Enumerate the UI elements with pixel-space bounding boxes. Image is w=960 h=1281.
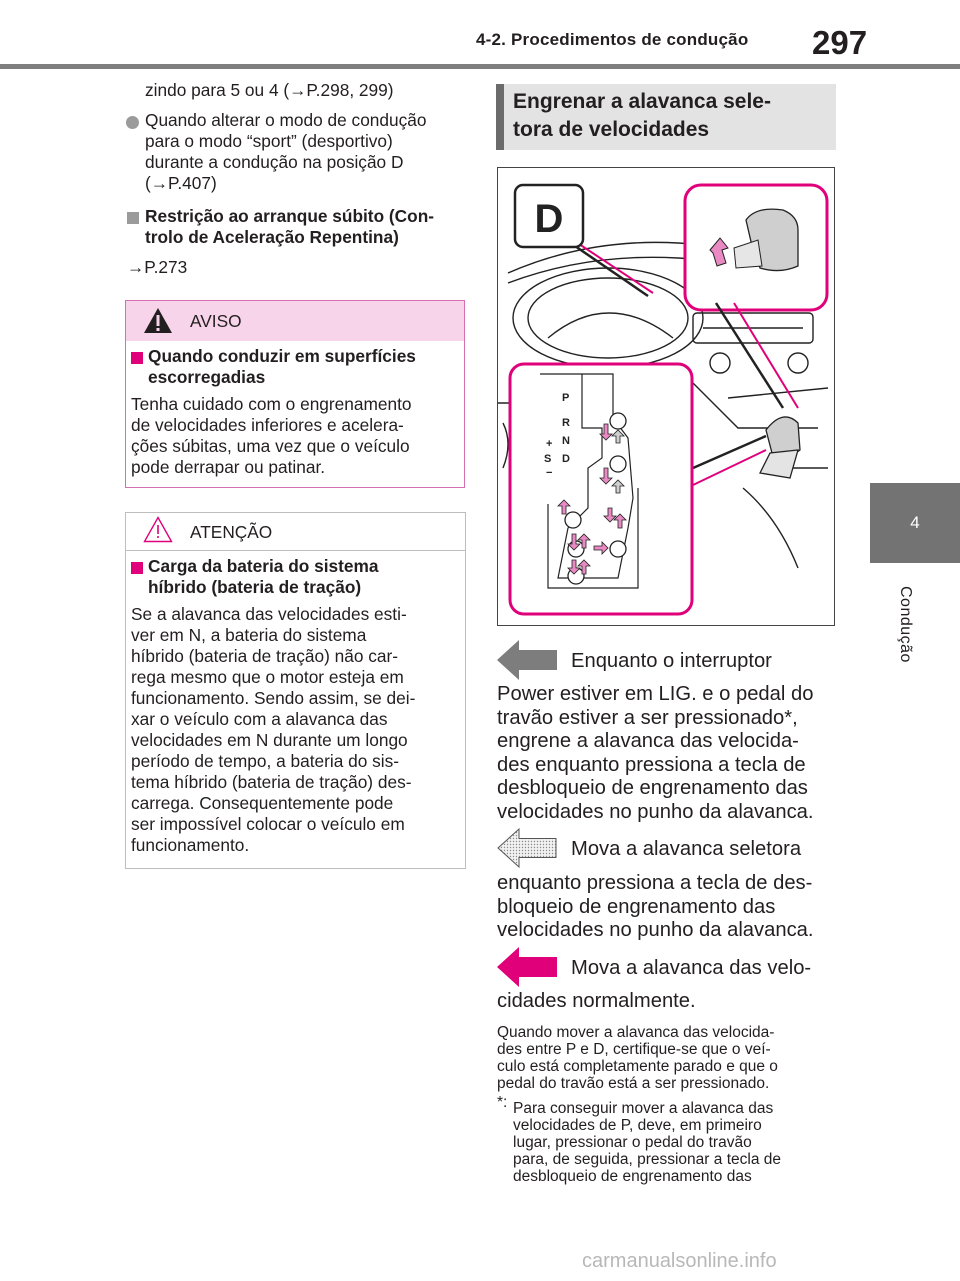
- svg-text:+: +: [546, 438, 553, 450]
- watermark: carmanualsonline.info: [582, 1250, 777, 1272]
- text-line: velocidades de P, deve, em primeiro: [513, 1117, 762, 1134]
- step-3-first-line: Mova a alavanca das velo-: [571, 957, 812, 979]
- text-line: lugar, pressionar o pedal do travão: [513, 1134, 752, 1151]
- text-line: Quando conduzir em superfícies: [148, 346, 416, 366]
- text-line: tema híbrido (bateria de tração) des-: [131, 772, 412, 792]
- text-line: pedal do travão está a ser pressionado.: [497, 1075, 770, 1092]
- text-line: funcionamento.: [131, 835, 250, 855]
- header-rule: [0, 64, 960, 69]
- text-line: pode derrapar ou patinar.: [131, 457, 326, 477]
- text-line: ser impossível colocar o veículo em: [131, 814, 405, 834]
- text-line: de velocidades inferiores e acelera-: [131, 415, 404, 435]
- text-line: Se a alavanca das velocidades esti-: [131, 604, 407, 624]
- text-line: velocidades no punho da alavanca.: [497, 800, 814, 823]
- text-line: Para conseguir mover a alavanca das: [513, 1100, 774, 1117]
- svg-text:D: D: [562, 453, 570, 465]
- text-line: Quando alterar o modo de condução: [145, 110, 427, 130]
- bullet-dot-icon: [126, 116, 139, 129]
- step-2-text: [497, 872, 814, 943]
- text-line: Quando mover a alavanca das velocida-: [497, 1024, 775, 1041]
- step-1-arrow-icon: [497, 640, 557, 680]
- text-line: enquanto pressiona a tecla de des-: [497, 872, 813, 894]
- text-line: para, de seguida, pressionar a tecla de: [513, 1151, 781, 1168]
- caution-triangle-icon: [143, 516, 173, 543]
- step-2-first-line: Mova a alavanca seletora: [571, 838, 802, 860]
- square-bullet-icon: [131, 352, 143, 364]
- text-line: rega mesmo que o motor esteja em: [131, 667, 404, 687]
- text-line: velocidades em N durante um longo: [131, 730, 408, 750]
- chapter-label: Condução: [897, 586, 914, 663]
- square-bullet-icon: [127, 212, 139, 224]
- warning-triangle-icon: [143, 307, 173, 334]
- caution-title: ATENÇÃO: [190, 522, 273, 542]
- text-line: xar o veículo com a alavanca das: [131, 709, 388, 729]
- warning-title: AVISO: [190, 311, 242, 331]
- gear-shift-drawing: [498, 168, 835, 626]
- heading-accent-bar: [496, 84, 504, 150]
- step-1-first-line: Enquanto o interruptor: [571, 650, 772, 672]
- text-line: travão estiver a ser pressionado*,: [497, 706, 798, 729]
- divider: [126, 550, 465, 551]
- svg-text:N: N: [562, 435, 570, 447]
- text-line: funcionamento. Sendo assim, se dei-: [131, 688, 416, 708]
- text-line: cidades normalmente.: [497, 990, 696, 1012]
- text-line: desbloqueio de engrenamento das: [497, 777, 808, 799]
- svg-text:R: R: [562, 417, 570, 429]
- chapter-number: 4: [910, 513, 920, 532]
- text-line: Tenha cuidado com o engrenamento: [131, 394, 412, 414]
- text-line: período de tempo, a bateria do sis-: [131, 751, 400, 771]
- svg-text:−: −: [546, 467, 553, 479]
- text-line: carrega. Consequentemente pode: [131, 793, 394, 813]
- text-line: des enquanto pressiona a tecla de: [497, 753, 806, 776]
- text-line: desbloqueio de engrenamento das: [513, 1168, 752, 1185]
- warning-body: [131, 394, 412, 478]
- footnote-mark: *:: [497, 1094, 508, 1111]
- text-line: culo está completamente parado e que o: [497, 1058, 778, 1075]
- text-line: escorregadias: [148, 367, 266, 387]
- page-reference-link[interactable]: →P.273: [127, 257, 188, 277]
- note-text: [497, 1024, 778, 1092]
- caution-body: [131, 604, 415, 856]
- text-line: Power estiver em LIG. e o pedal do: [497, 683, 814, 705]
- text-line: híbrido (bateria de tração): [148, 577, 362, 597]
- text-line: durante a condução na posição D: [145, 152, 404, 172]
- intro-line: zindo para 5 ou 4 (→P.298, 299): [145, 80, 394, 100]
- text-line: Restrição ao arranque súbito (Con-: [145, 206, 435, 226]
- section-title: 4-2. Procedimentos de condução: [476, 30, 749, 49]
- text-line: Carga da bateria do sistema: [148, 556, 379, 576]
- gear-badge-letter: D: [534, 197, 564, 241]
- chapter-tab[interactable]: [870, 483, 960, 563]
- text-line: bloqueio de engrenamento das: [497, 895, 776, 918]
- step-2-arrow-icon: [497, 828, 557, 868]
- step-3-text: [497, 990, 696, 1014]
- text-line: Engrenar a alavanca sele-: [513, 90, 771, 113]
- section-heading: [513, 88, 771, 144]
- square-bullet-icon: [131, 562, 143, 574]
- text-line: trolo de Aceleração Repentina): [145, 227, 399, 247]
- text-line: tora de velocidades: [513, 118, 710, 141]
- subsection-heading: [145, 206, 434, 248]
- caution-subheading: [148, 556, 379, 598]
- step-3-arrow-icon: [497, 947, 557, 987]
- step-1-text: [497, 683, 814, 824]
- text-line: engrene a alavanca das velocida-: [497, 730, 799, 752]
- text-line: velocidades no punho da alavanca.: [497, 919, 814, 941]
- text-line: para o modo “sport” (desportivo): [145, 131, 393, 151]
- footnote-text: [513, 1100, 781, 1185]
- text-line: híbrido (bateria de tração) não car-: [131, 646, 399, 666]
- svg-text:S: S: [544, 453, 552, 465]
- bullet-paragraph: [145, 110, 427, 194]
- text-line: ver em N, a bateria do sistema: [131, 625, 367, 645]
- gear-shift-illustration: [497, 167, 835, 626]
- text-line: (→P.407): [145, 173, 217, 193]
- text-line: ções súbitas, uma vez que o veículo: [131, 436, 410, 456]
- page-number: 297: [812, 24, 868, 61]
- text-line: des entre P e D, certifique-se que o veí-: [497, 1041, 771, 1058]
- warning-subheading: [148, 346, 416, 388]
- svg-text:P: P: [562, 392, 570, 404]
